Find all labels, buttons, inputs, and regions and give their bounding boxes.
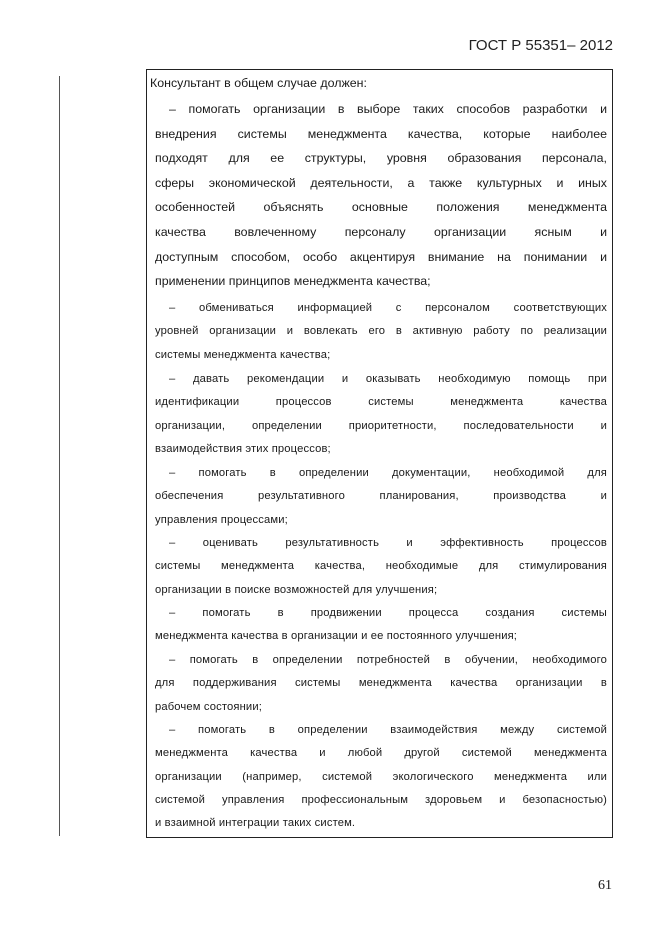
- duty-item-2-line: – обмениваться информацией с персоналом соответствующих: [169, 302, 607, 314]
- intro-line: Консультант в общем случае должен:: [150, 76, 367, 90]
- duty-item-3-line: идентификации процессов системы менеджмента качества: [155, 396, 607, 409]
- duty-item-4-line: обеспечения результативного планирования, производства и: [155, 490, 607, 503]
- duty-item-8-line: системой управления профессиональным здоровьем и безопасностью): [155, 793, 607, 806]
- duty-item-3-line: взаимодействия этих процессов;: [155, 442, 331, 455]
- duty-item-1-line: – помогать организации в выборе таких способов разработки и: [169, 102, 607, 116]
- margin-line: [59, 76, 60, 836]
- duty-item-4-line: – помогать в определении документации, необходимой для: [169, 467, 607, 479]
- duty-item-1-line: сферы экономической деятельности, а также культурных и иных: [155, 175, 607, 190]
- duty-item-1-line: применении принципов менеджмента качества;: [155, 274, 431, 289]
- page-number: 61: [598, 878, 612, 893]
- duty-item-1-line: качества вовлеченному персоналу организации ясным и: [155, 225, 607, 239]
- duty-item-7-line: для поддерживания системы менеджмента качества организации в: [155, 677, 607, 690]
- duty-item-6-line: – помогать в продвижении процесса создания системы: [169, 607, 607, 619]
- duty-item-6-line: менеджмента качества в организации и ее постоянного улучшения;: [155, 630, 518, 643]
- duty-item-8-line: менеджмента качества и любой другой системой менеджмента: [155, 747, 607, 760]
- duty-item-8-line: – помогать в определении взаимодействия между системой: [169, 724, 607, 736]
- duty-item-5-line: системы менеджмента качества, необходимые для стимулирования: [155, 560, 607, 573]
- duty-item-3-line: организации, определении приоритетности, последовательности и: [155, 419, 607, 432]
- duty-item-8-line: и взаимной интеграции таких систем.: [155, 817, 356, 830]
- duty-item-1-line: особенностей объяснять основные положения менеджмента: [155, 200, 607, 215]
- duty-item-2-line: системы менеджмента качества;: [155, 348, 331, 361]
- duty-item-2-line: уровней организации и вовлекать его в активную работу по реализации: [155, 325, 607, 338]
- duty-item-4-line: управления процессами;: [155, 513, 288, 526]
- duty-item-5-line: – оценивать результативность и эффективность процессов: [169, 537, 607, 549]
- document-header: ГОСТ Р 55351– 2012: [468, 37, 613, 54]
- duty-item-7-line: рабочем состоянии;: [155, 700, 262, 713]
- duty-item-1-line: подходят для ее структуры, уровня образования персонала,: [155, 151, 607, 166]
- duty-item-1-line: доступным способом, особо акцентируя внимание на понимании и: [155, 249, 607, 264]
- duty-item-3-line: – давать рекомендации и оказывать необходимую помощь при: [169, 373, 607, 385]
- duty-item-1-line: внедрения системы менеджмента качества, которые наиболее: [155, 126, 607, 141]
- duty-item-8-line: организации (например, системой экологического менеджмента или: [155, 770, 607, 783]
- duty-item-5-line: организации в поиске возможностей для улучшения;: [155, 583, 438, 596]
- duty-item-7-line: – помогать в определении потребностей в обучении, необходимого: [169, 654, 607, 666]
